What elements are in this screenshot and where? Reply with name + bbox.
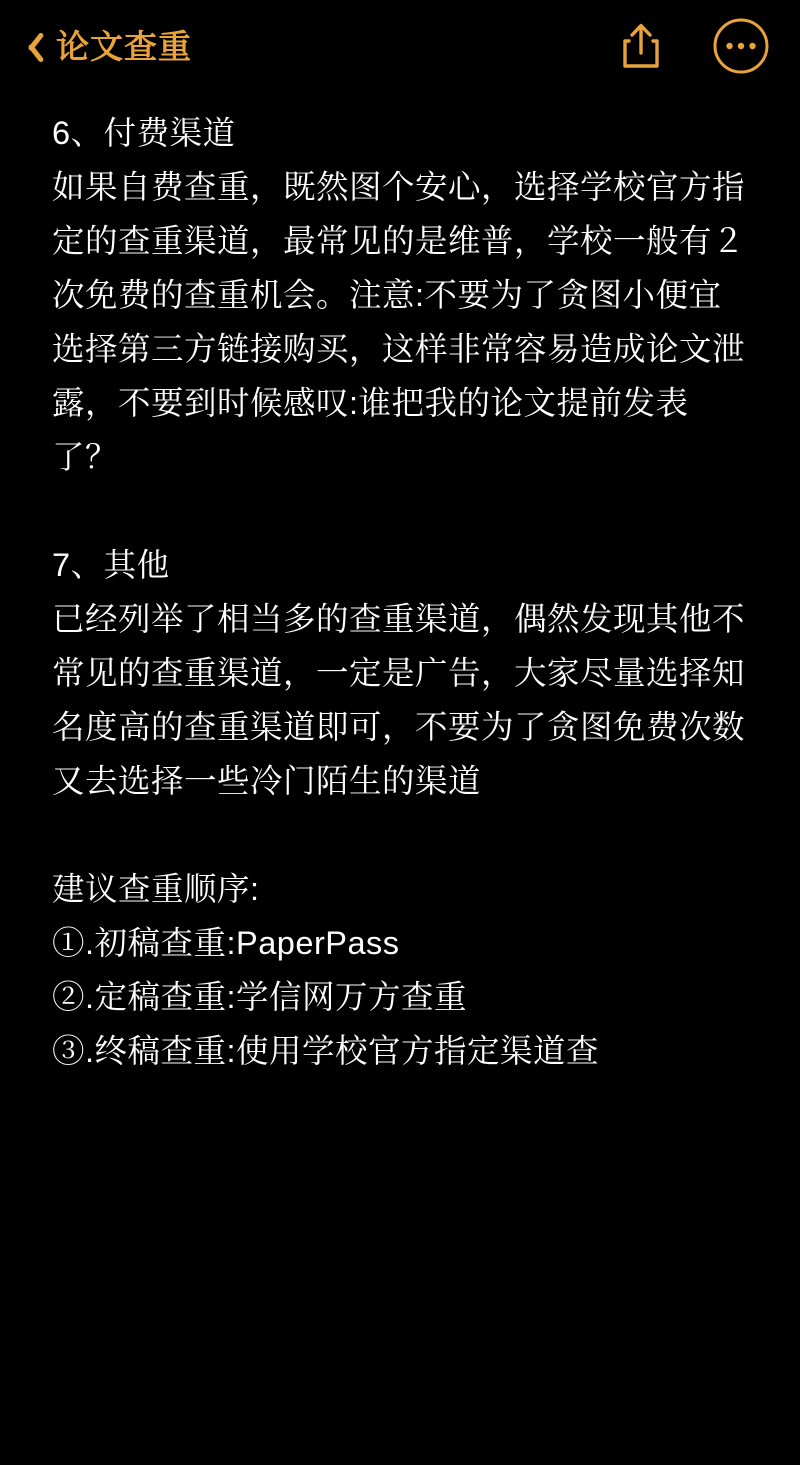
more-options-button[interactable]: [712, 17, 770, 75]
section-spacer: [52, 808, 748, 862]
share-icon: [619, 21, 663, 71]
list-item: ①.初稿查重:PaperPass: [52, 925, 400, 961]
section-body: 已经列举了相当多的查重渠道，偶然发现其他不常见的查重渠道，一定是广告，大家尽量选择知名度高的查重渠道即可，不要为了贪图免费次数又去选择一些冷门陌生的渠道: [52, 601, 746, 799]
list-item: ②.定稿查重:学信网万方查重: [52, 979, 468, 1015]
page-title: 论文查重: [56, 27, 192, 65]
section-body: 如果自费查重，既然图个安心，选择学校官方指定的查重渠道，最常见的是维普，学校一般有２次免费的查重机会。注意:不要为了贪图小便宜选择第三方链接购买，这样非常容易造成论文泄露，不要到时候感叹:谁把我的论文提前发表了？: [52, 169, 746, 475]
section-other: [52, 538, 748, 808]
share-button[interactable]: [612, 17, 670, 75]
section-heading: 7、其他: [52, 547, 170, 583]
section-paid-channels: [52, 106, 748, 484]
section-spacer: [52, 484, 748, 538]
more-options-icon: [713, 18, 769, 74]
section-recommended-order: [52, 862, 748, 1078]
list-item: ③.终稿查重:使用学校官方指定渠道查: [52, 1033, 600, 1069]
back-button[interactable]: [14, 25, 198, 67]
article-content: [0, 92, 800, 1465]
chevron-left-icon: [20, 29, 46, 63]
section-heading: 6、付费渠道: [52, 115, 236, 151]
header-actions: [612, 17, 770, 75]
order-title: 建议查重顺序:: [52, 871, 260, 907]
navigation-bar: [0, 0, 800, 92]
